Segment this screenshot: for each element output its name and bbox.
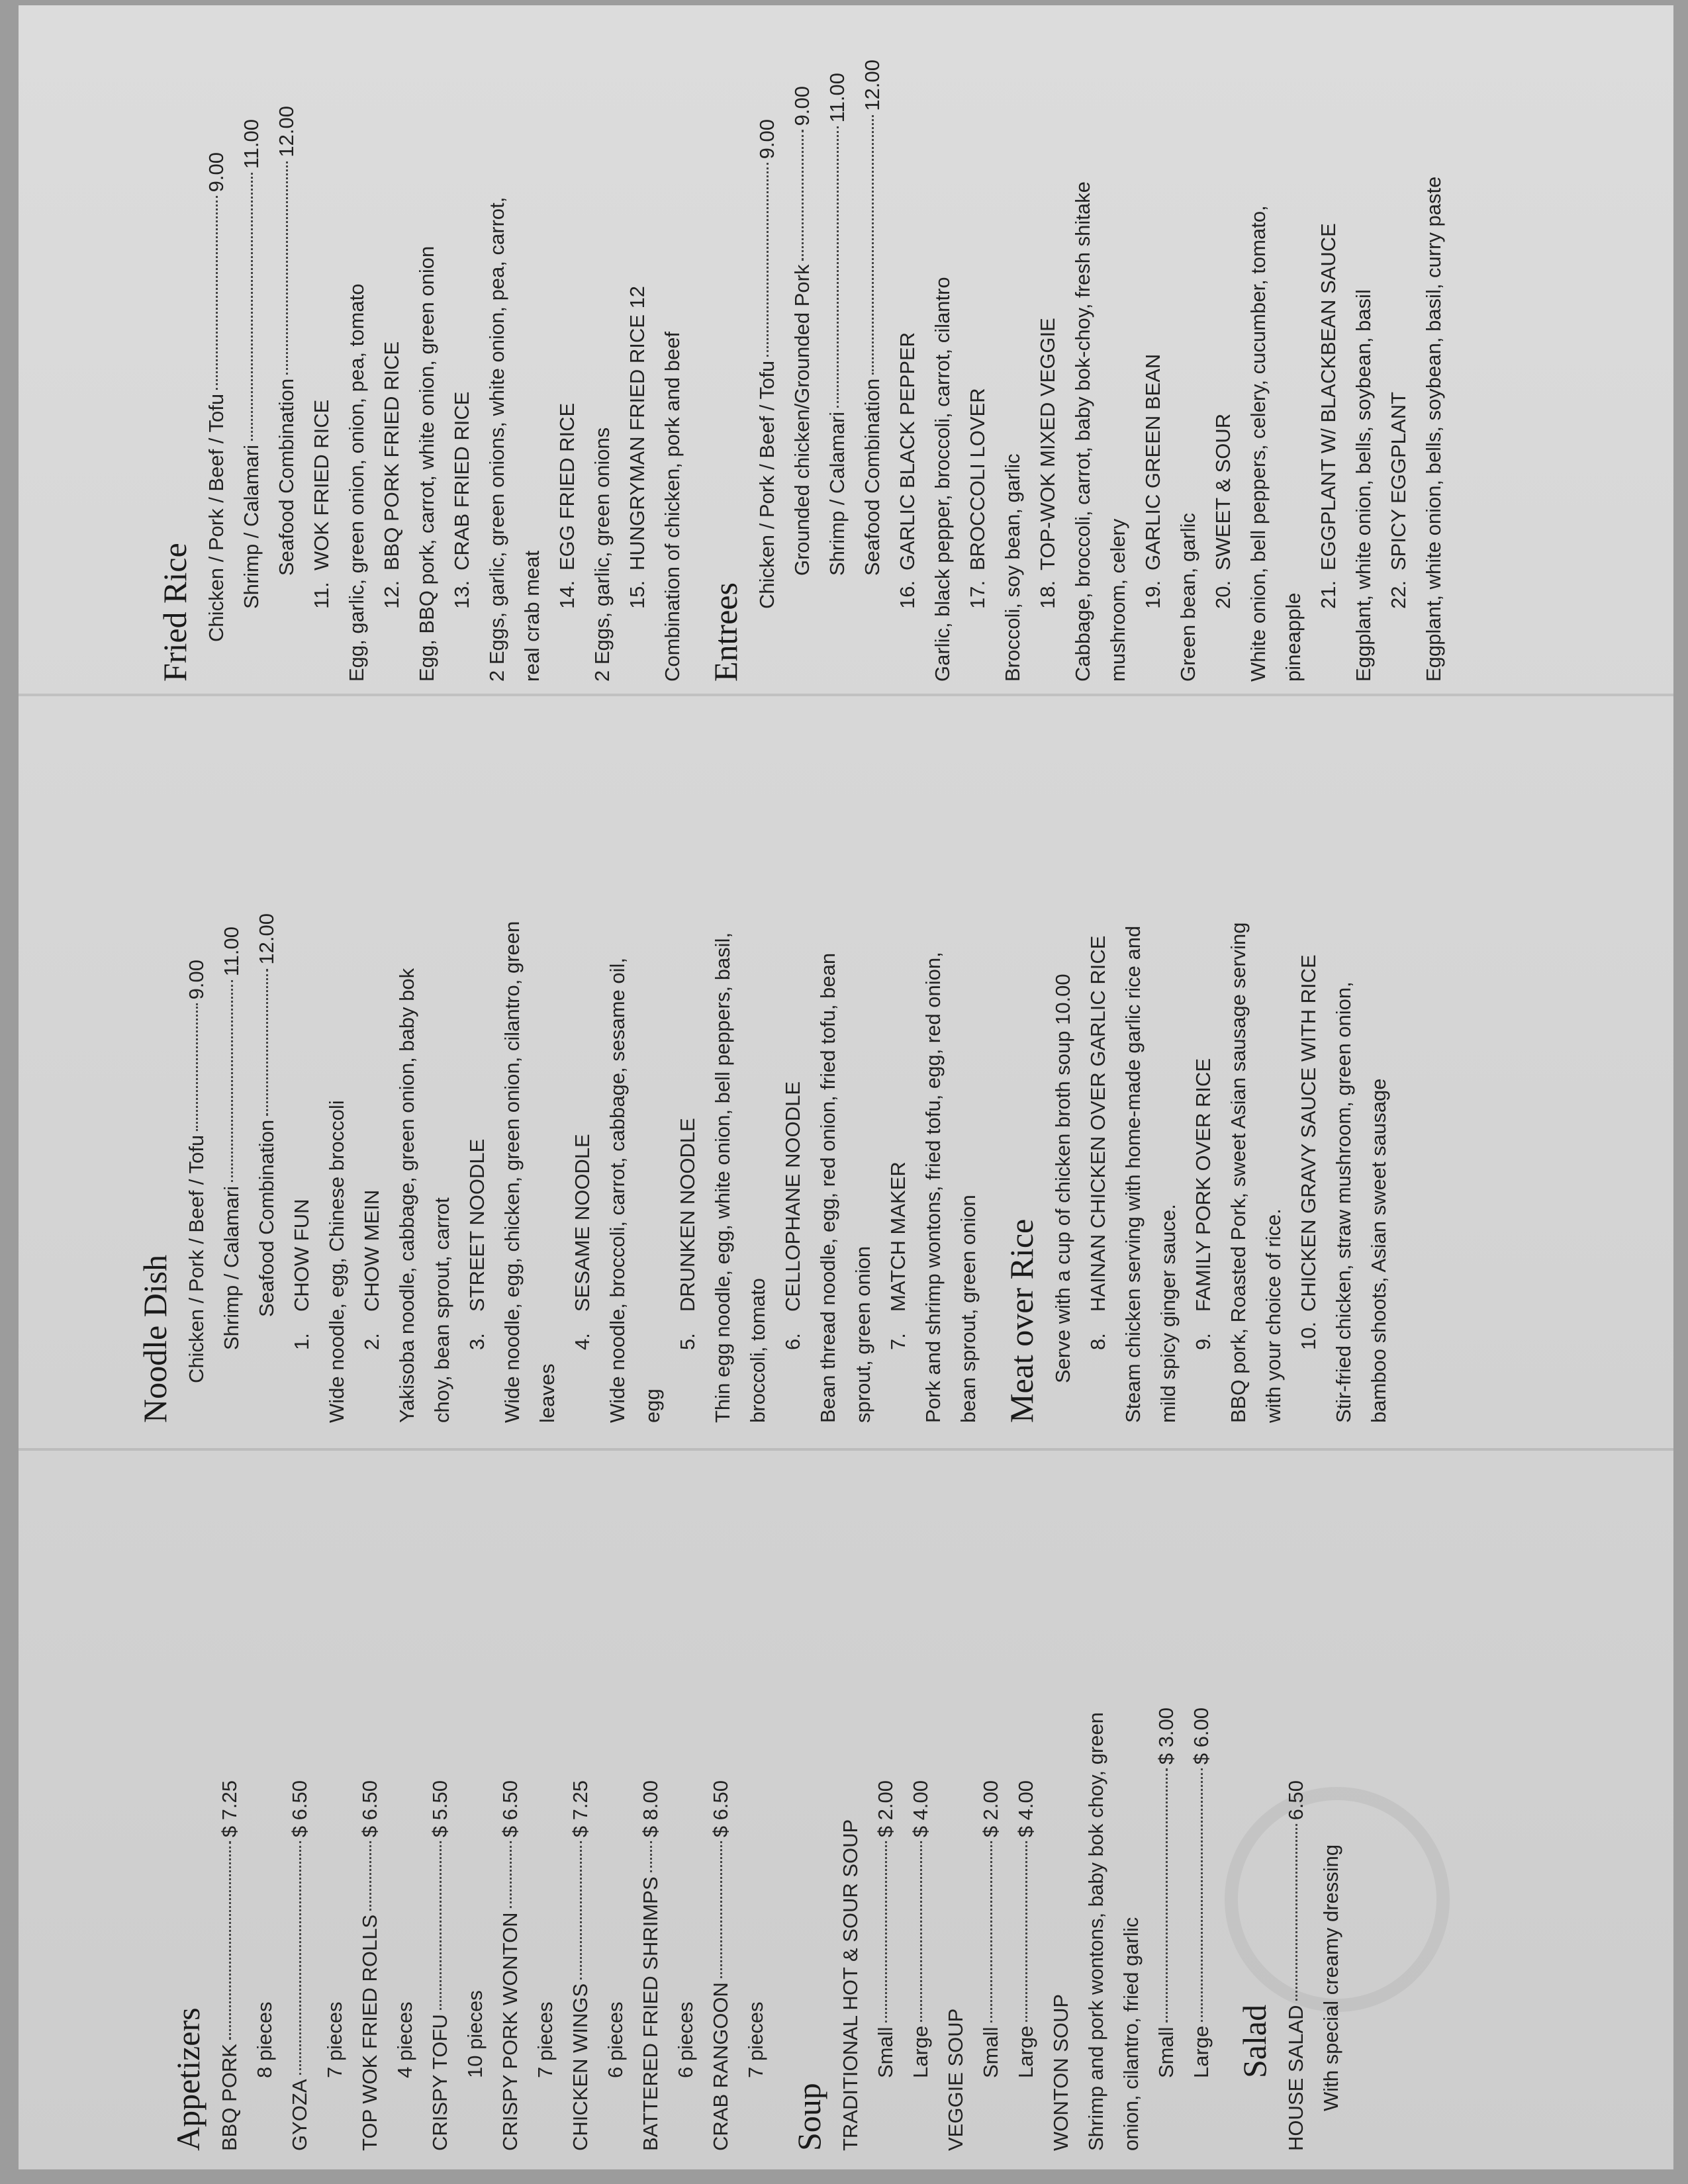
item-note: 4 pieces	[393, 2001, 416, 2078]
size-price: $ 6.00	[1190, 1707, 1213, 1765]
size-label: Large	[1014, 2025, 1037, 2078]
menu-item	[703, 1780, 738, 2151]
soup-size-row	[903, 1780, 938, 2151]
soup-size-row	[973, 1780, 1008, 2151]
noodle-heading: Noodle Dish	[136, 1254, 173, 1423]
dot-leader	[440, 1841, 442, 2010]
dish-description: Green bean, garlic	[1176, 512, 1199, 682]
salad-heading: Salad	[1236, 2004, 1273, 2078]
dish-description: Wide noodle, egg, Chinese broccoli	[325, 1100, 348, 1423]
dish-title	[1205, 20, 1241, 682]
dish-name: GARLIC BLACK PEPPER	[896, 332, 919, 570]
dot-leader	[1025, 1841, 1027, 2022]
dish-description: Egg, BBQ pork, carrot, white onion, green onion	[415, 246, 438, 682]
dish-title	[1291, 748, 1326, 1423]
price-row	[820, 73, 855, 682]
dot-leader	[229, 1841, 231, 2040]
price-row	[214, 927, 249, 1423]
price-label: Seafood Combination	[861, 378, 884, 576]
dish-number: 16.	[896, 580, 919, 609]
dish-description: Cabbage, broccoli, carrot, baby bok-choy, fresh shitake mushroom, celery	[1071, 181, 1129, 682]
dish-name: CELLOPHANE NOODLE	[781, 1081, 804, 1312]
dish-description: Eggplant, white onion, bells, soybean, basil, curry paste	[1422, 176, 1445, 682]
entrees-heading: Entrees	[707, 582, 744, 682]
soup-heading: Soup	[790, 2083, 827, 2151]
dish-name: WOK FRIED RICE	[310, 399, 333, 570]
dish-number: 15.	[626, 580, 649, 609]
dish-name: CRAB FRIED RICE	[450, 391, 473, 570]
dish-number: 18.	[1036, 580, 1059, 609]
price-row	[199, 152, 234, 682]
item-price: $ 6.50	[498, 1780, 522, 1838]
item-name: CRISPY PORK WONTON	[498, 1912, 522, 2151]
dish-description: Yakisoba noodle, cabbage, green onion, baby bok choy, bean sprout, carrot	[395, 968, 453, 1423]
dish-name: BROCCOLI LOVER	[966, 388, 989, 570]
dish-title	[374, 20, 409, 682]
item-name: GYOZA	[288, 2079, 311, 2151]
item-note: 7 pieces	[744, 2001, 767, 2078]
price-label: Chicken / Pork / Beef / Tofu	[755, 360, 778, 609]
menu-item	[563, 1780, 598, 2151]
dish-name: FAMILY PORK OVER RICE	[1192, 1058, 1215, 1312]
price-value: 11.00	[220, 927, 243, 977]
dish-title	[620, 20, 655, 682]
dish-title	[775, 748, 810, 1423]
dish-title	[670, 748, 705, 1423]
dish-title	[880, 748, 915, 1423]
dish-name: BBQ PORK FRIED RICE	[380, 341, 403, 570]
price-row	[234, 119, 269, 682]
dish-description: BBQ pork, Roasted Pork, sweet Asian sausage serving with your choice of rice.	[1227, 922, 1285, 1423]
size-label: Small	[1154, 2026, 1178, 2078]
size-price: $ 2.00	[979, 1780, 1002, 1838]
price-value: 9.00	[185, 960, 208, 1000]
dish-name: STREET NOODLE	[465, 1138, 489, 1312]
size-price: $ 4.00	[909, 1780, 932, 1838]
dish-description: White onion, bell peppers, celery, cucumber, tomato, pineapple	[1246, 205, 1305, 682]
soup-size-row	[868, 1780, 903, 2151]
dish-title	[1381, 20, 1416, 682]
item-price: $ 7.25	[218, 1780, 241, 1838]
dot-leader	[1166, 1768, 1168, 2023]
dot-leader	[1295, 1824, 1297, 2001]
dish-description: Pork and shrimp wontons, fried tofu, egg, red onion, bean sprout, green onion	[921, 952, 980, 1423]
menu-item	[422, 1780, 457, 2151]
size-label: Large	[1190, 2025, 1213, 2078]
dot-leader	[216, 196, 218, 390]
soup-name: WONTON SOUP	[1049, 1993, 1072, 2151]
price-value: 12.00	[275, 106, 298, 158]
dish-number: 14.	[555, 580, 579, 609]
item-name: CRISPY TOFU	[428, 2014, 451, 2151]
item-price: $ 5.50	[428, 1780, 451, 1838]
dish-number: 11.	[310, 582, 333, 609]
dish-description: Eggplant, white onion, bells, soybean, basil	[1352, 289, 1375, 682]
dot-leader	[885, 1841, 887, 2023]
dot-leader	[231, 980, 233, 1182]
price-label: Grounded chicken/Grounded Pork	[790, 264, 814, 576]
size-price: $ 2.00	[874, 1780, 897, 1838]
dish-description: Bean thread noodle, egg, red onion, fried tofu, bean sprout, green onion	[816, 952, 874, 1423]
dish-description: Wide noodle, broccoli, carrot, cabbage, sesame oil, egg	[606, 957, 664, 1423]
menu-item	[1278, 1780, 1313, 2151]
item-name: CHICKEN WINGS	[569, 1983, 592, 2151]
dot-leader	[251, 173, 253, 441]
item-name: CRAB RANGOON	[709, 1982, 732, 2151]
price-row	[749, 119, 784, 682]
dish-description: Thin egg noodle, egg, white onion, bell peppers, basil, broccoli, tomato	[711, 932, 769, 1423]
item-price: $ 8.00	[639, 1780, 662, 1838]
dish-number: 7.	[886, 1333, 910, 1350]
dish-title	[1030, 20, 1065, 682]
dish-title	[354, 748, 389, 1423]
price-label: Seafood Combination	[255, 1119, 278, 1317]
item-name: BATTERED FRIED SHRIMPS	[639, 1876, 662, 2151]
column-fried-rice-entrees	[139, 20, 1451, 682]
item-price: 6.50	[1284, 1780, 1307, 1821]
dish-name: EGG FRIED RICE	[555, 402, 579, 570]
size-label: Large	[909, 2025, 932, 2078]
dish-number: 9.	[1192, 1333, 1215, 1350]
price-row	[249, 913, 284, 1423]
price-value: 9.00	[755, 119, 778, 159]
dish-number: 13.	[450, 580, 473, 609]
price-value: 9.00	[790, 86, 814, 126]
dish-description: Garlic, black pepper, broccoli, carrot, cilantro	[931, 277, 954, 682]
size-price: $ 3.00	[1154, 1707, 1178, 1765]
item-price: $ 6.50	[358, 1780, 381, 1838]
price-label: Shrimp / Calamari	[220, 1185, 243, 1350]
soup-size-row	[1008, 1780, 1043, 2151]
dot-leader	[1201, 1768, 1203, 2022]
size-label: Small	[979, 2026, 1002, 2078]
soup-size-row	[1184, 1707, 1219, 2151]
menu-item	[492, 1780, 528, 2151]
dot-leader	[837, 126, 839, 408]
menu-item	[212, 1780, 247, 2151]
dish-number: 20.	[1211, 580, 1235, 609]
dish-title	[960, 20, 995, 682]
dish-number: 4.	[571, 1333, 594, 1350]
dish-title	[565, 748, 600, 1423]
dish-title	[1135, 20, 1170, 682]
item-name: TOP WOK FRIED ROLLS	[358, 1914, 381, 2151]
price-value: 11.00	[825, 73, 849, 123]
price-label: Shrimp / Calamari	[240, 444, 263, 609]
dish-title	[890, 20, 925, 682]
dish-description: Egg, garlic, green onion, onion, pea, tomato	[345, 283, 368, 682]
dish-name: HUNGRYMAN FRIED RICE 12	[626, 285, 649, 570]
item-note: 10 pieces	[463, 1990, 487, 2078]
column-noodle-meat	[119, 748, 1396, 1423]
dish-number: 6.	[781, 1333, 804, 1350]
dish-description: Broccoli, soy bean, garlic	[1001, 453, 1024, 682]
price-value: 12.00	[861, 60, 884, 111]
dot-leader	[802, 130, 804, 260]
dish-name: SWEET & SOUR	[1211, 413, 1235, 570]
price-row	[179, 960, 214, 1423]
price-value: 12.00	[255, 913, 278, 965]
dish-name: CHICKEN GRAVY SAUCE WITH RICE	[1297, 954, 1320, 1312]
column-appetizers-soup-salad	[152, 1489, 1348, 2151]
appetizers-heading: Appetizers	[169, 2007, 207, 2151]
item-note: 7 pieces	[323, 2001, 346, 2078]
dot-leader	[920, 1841, 922, 2022]
item-name: BBQ PORK	[218, 2044, 241, 2151]
dish-number: 10.	[1297, 1321, 1320, 1350]
dot-leader	[266, 969, 268, 1116]
dish-name: EGGPLANT W/ BLACKBEAN SAUCE	[1317, 223, 1340, 570]
dot-leader	[767, 163, 769, 357]
dish-name: MATCH MAKER	[886, 1161, 910, 1312]
dish-number: 22.	[1387, 580, 1410, 609]
dish-number: 21.	[1317, 580, 1340, 609]
dot-leader	[990, 1841, 992, 2023]
soup-description: Shrimp and pork wontons, baby bok choy, green onion, cilantro, fried garlic	[1084, 1712, 1143, 2151]
dish-number: 12.	[380, 580, 403, 609]
dish-description: 2 Eggs, garlic, green onions	[590, 427, 614, 682]
item-price: $ 6.50	[709, 1780, 732, 1838]
dish-title	[549, 20, 585, 682]
dish-title	[1080, 748, 1115, 1423]
price-row	[784, 86, 820, 682]
meat-rice-intro: Serve with a cup of chicken broth soup 10.00	[1051, 974, 1074, 1383]
price-label: Chicken / Pork / Beef / Tofu	[205, 393, 228, 642]
dish-description: Wide noodle, egg, chicken, green onion, cilantro, green leaves	[500, 921, 559, 1423]
dish-description: Stir-fried chicken, straw mushroom, green onion, bamboo shoots, Asian sweet sausage	[1332, 981, 1390, 1423]
dish-number: 1.	[290, 1333, 313, 1350]
dish-number: 17.	[966, 580, 989, 609]
dish-number: 8.	[1086, 1333, 1109, 1350]
fried-rice-heading: Fried Rice	[156, 543, 193, 682]
dish-description: 2 Eggs, garlic, green onions, white onion, pea, carrot, real crab meat	[485, 197, 543, 682]
dish-title	[1311, 20, 1346, 682]
dish-number: 19.	[1141, 580, 1164, 609]
item-name: HOUSE SALAD	[1284, 2005, 1307, 2151]
dot-leader	[196, 1003, 198, 1131]
item-note: With special creamy dressing	[1319, 1844, 1342, 2111]
dish-name: DRUNKEN NOODLE	[676, 1118, 699, 1312]
size-label: Small	[874, 2026, 897, 2078]
price-row	[855, 60, 890, 682]
dot-leader	[650, 1841, 652, 1872]
dot-leader	[720, 1841, 722, 1978]
item-price: $ 7.25	[569, 1780, 592, 1838]
dot-leader	[299, 1841, 301, 2075]
dish-name: SESAME NOODLE	[571, 1134, 594, 1312]
dish-title	[444, 20, 479, 682]
meat-rice-heading: Meat over Rice	[1003, 1218, 1040, 1423]
item-note: 6 pieces	[674, 2001, 697, 2078]
dish-name: CHOW FUN	[290, 1199, 313, 1312]
soup-name: VEGGIE SOUP	[944, 2008, 967, 2151]
dot-leader	[580, 1841, 582, 1979]
soup-name: TRADITIONAL HOT & SOUR SOUP	[839, 1819, 862, 2151]
price-label: Shrimp / Calamari	[825, 411, 849, 576]
menu-item	[282, 1780, 317, 2151]
item-note: 7 pieces	[534, 2001, 557, 2078]
price-row	[269, 106, 304, 682]
menu-item	[633, 1780, 668, 2151]
price-value: 11.00	[240, 119, 263, 169]
menu-item	[352, 1780, 387, 2151]
dish-number: 5.	[676, 1333, 699, 1350]
item-price: $ 6.50	[288, 1780, 311, 1838]
price-label: Seafood Combination	[275, 378, 298, 576]
dish-title	[459, 748, 494, 1423]
dish-name: GARLIC GREEN BEAN	[1141, 353, 1164, 570]
price-value: 9.00	[205, 152, 228, 193]
dish-number: 2.	[360, 1333, 383, 1350]
item-note: 8 pieces	[253, 2001, 276, 2078]
dot-leader	[286, 161, 288, 375]
dish-name: CHOW MEIN	[360, 1189, 383, 1312]
dish-title	[1186, 748, 1221, 1423]
dot-leader	[510, 1841, 512, 1908]
dish-name: SPICY EGGPLANT	[1387, 392, 1410, 570]
dot-leader	[369, 1841, 371, 1911]
dish-number: 3.	[465, 1333, 489, 1350]
item-note: 6 pieces	[604, 2001, 627, 2078]
dish-title	[304, 20, 339, 682]
dish-name: HAINAN CHICKEN OVER GARLIC RICE	[1086, 935, 1109, 1312]
size-price: $ 4.00	[1014, 1780, 1037, 1838]
dish-name: TOP-WOK MIXED VEGGIE	[1036, 318, 1059, 570]
dish-description: Combination of chicken, pork and beef	[661, 331, 684, 682]
dish-description: Steam chicken serving with home-made garlic rice and mild spicy ginger sauce.	[1121, 925, 1180, 1423]
soup-size-row	[1149, 1707, 1184, 2151]
dish-title	[284, 748, 319, 1423]
price-label: Chicken / Pork / Beef / Tofu	[185, 1134, 208, 1383]
dot-leader	[872, 115, 874, 375]
